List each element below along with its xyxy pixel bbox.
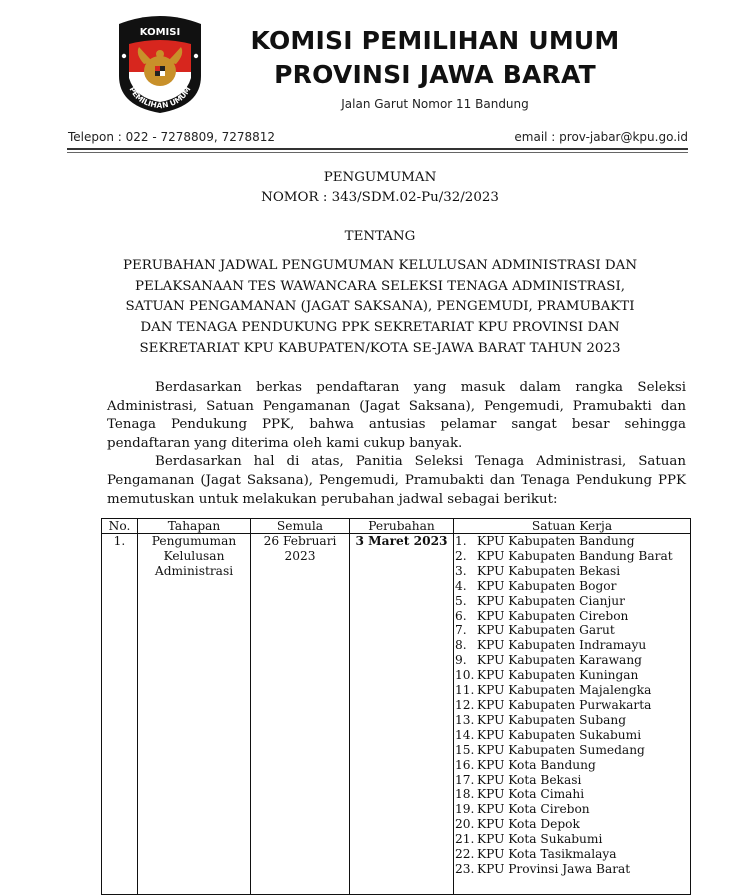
list-item-number: 4. bbox=[455, 578, 467, 593]
paragraph-line: pendaftaran yang diterima oleh kami cukup banyak. bbox=[107, 435, 463, 451]
telephone-info: Telepon : 022 - 7278809, 7278812 bbox=[68, 130, 276, 144]
list-item-name: KPU Kota Sukabumi bbox=[477, 832, 603, 847]
list-item bbox=[455, 668, 688, 683]
list-item-name: KPU Kabupaten Cianjur bbox=[477, 593, 625, 608]
header-satuan-kerja: Satuan Kerja bbox=[454, 519, 691, 534]
list-item bbox=[455, 638, 688, 653]
list-item-number: 15. bbox=[455, 742, 475, 757]
list-item-number: 5. bbox=[455, 593, 467, 608]
list-item-number: 18. bbox=[455, 787, 475, 802]
paragraph-line: Pengamanan (Jagat Saksana), Pengemudi, Pramubakti dan Tenaga Pendukung PPK bbox=[107, 472, 686, 488]
list-item-name: KPU Kota Bandung bbox=[477, 757, 596, 772]
list-item bbox=[455, 683, 688, 698]
list-item bbox=[455, 743, 688, 758]
list-item-name: KPU Kabupaten Sumedang bbox=[477, 742, 645, 757]
list-item bbox=[455, 847, 688, 862]
list-item bbox=[455, 758, 688, 773]
list-item-name: KPU Kabupaten Subang bbox=[477, 712, 627, 727]
list-item-number: 1. bbox=[455, 534, 467, 548]
header-tahapan: Tahapan bbox=[138, 519, 251, 534]
table-row bbox=[102, 534, 691, 895]
list-item bbox=[455, 787, 688, 802]
list-item bbox=[455, 594, 688, 609]
list-item-number: 9. bbox=[455, 653, 467, 668]
list-item-number: 16. bbox=[455, 757, 475, 772]
cell-tahapan: Pengumuman Kelulusan Administrasi bbox=[138, 534, 251, 895]
list-item-name: KPU Kabupaten Karawang bbox=[477, 653, 642, 668]
list-item bbox=[455, 817, 688, 832]
list-item bbox=[455, 534, 688, 549]
document-number: NOMOR : 343/SDM.02-Pu/32/2023 bbox=[261, 190, 499, 205]
paragraph-line: Tenaga Pendukung PPK, bahwa antusias pelamar sangat besar sehingga bbox=[107, 417, 686, 433]
list-item bbox=[455, 623, 688, 638]
list-item bbox=[455, 579, 688, 594]
list-item-name: KPU Kabupaten Cirebon bbox=[477, 608, 629, 623]
list-item bbox=[455, 728, 688, 743]
list-item-name: KPU Kabupaten Kuningan bbox=[477, 668, 639, 683]
list-item-number: 19. bbox=[455, 802, 475, 817]
list-item-name: KPU Kabupaten Garut bbox=[477, 623, 615, 638]
list-item-name: KPU Kabupaten Majalengka bbox=[477, 683, 652, 698]
cell-satuan-kerja bbox=[454, 534, 691, 895]
list-item-number: 23. bbox=[455, 861, 475, 876]
list-item-name: KPU Provinsi Jawa Barat bbox=[477, 861, 631, 876]
header-perubahan: Perubahan bbox=[350, 519, 454, 534]
institution-title: KOMISI PEMILIHAN UMUM bbox=[250, 26, 620, 55]
institution-subtitle: PROVINSI JAWA BARAT bbox=[274, 60, 596, 89]
list-item-name: KPU Kota Bekasi bbox=[477, 772, 582, 787]
svg-text:KOMISI: KOMISI bbox=[139, 27, 181, 38]
header-no: No. bbox=[102, 519, 138, 534]
satuan-kerja-list bbox=[455, 534, 688, 877]
subject-line: DAN TENAGA PENDUKUNG PPK SEKRETARIAT KPU PROVINSI DAN bbox=[140, 320, 620, 335]
paragraph-line: Berdasarkan hal di atas, Panitia Seleksi Tenaga Administrasi, Satuan bbox=[155, 454, 686, 470]
list-item bbox=[455, 773, 688, 788]
subject-line: SATUAN PENGAMANAN (JAGAT SAKSANA), PENGEMUDI, PRAMUBAKTI bbox=[125, 299, 635, 314]
list-item-number: 14. bbox=[455, 727, 475, 742]
letterhead-divider-thin bbox=[67, 152, 688, 153]
paragraph-line: memutuskan untuk melakukan perubahan jadwal sebagai berikut: bbox=[107, 491, 558, 507]
subject-line: PERUBAHAN JADWAL PENGUMUMAN KELULUSAN ADMINISTRASI DAN bbox=[122, 258, 638, 273]
table-header-row bbox=[102, 519, 691, 534]
email-info: email : prov-jabar@kpu.go.id bbox=[514, 130, 688, 144]
list-item bbox=[455, 698, 688, 713]
list-item-number: 20. bbox=[455, 817, 475, 832]
letterhead-divider bbox=[67, 148, 688, 150]
list-item-name: KPU Kota Tasikmalaya bbox=[477, 847, 617, 862]
list-item bbox=[455, 653, 688, 668]
list-item-number: 21. bbox=[455, 832, 475, 847]
list-item-name: KPU Kota Depok bbox=[477, 817, 580, 832]
list-item-number: 13. bbox=[455, 712, 475, 727]
list-item-number: 3. bbox=[455, 563, 467, 578]
list-item-name: KPU Kota Cirebon bbox=[477, 802, 590, 817]
list-item-number: 6. bbox=[455, 608, 467, 623]
list-item-name: KPU Kota Cimahi bbox=[477, 787, 585, 802]
header-semula: Semula bbox=[251, 519, 350, 534]
list-item-name: KPU Kabupaten Purwakarta bbox=[477, 697, 652, 712]
list-item-name: KPU Kabupaten Bekasi bbox=[477, 563, 621, 578]
list-item bbox=[455, 549, 688, 564]
list-item bbox=[455, 609, 688, 624]
list-item-name: KPU Kabupaten Bandung bbox=[477, 534, 635, 548]
schedule-table bbox=[101, 518, 691, 895]
list-item bbox=[455, 713, 688, 728]
kpu-logo bbox=[113, 14, 207, 114]
subject-line: PELAKSANAAN TES WAWANCARA SELEKSI TENAGA ADMINISTRASI, bbox=[134, 279, 626, 294]
list-item-name: KPU Kabupaten Bogor bbox=[477, 578, 617, 593]
list-item bbox=[455, 802, 688, 817]
list-item bbox=[455, 832, 688, 847]
list-item-name: KPU Kabupaten Indramayu bbox=[477, 638, 647, 653]
list-item-name: KPU Kabupaten Bandung Barat bbox=[477, 548, 673, 563]
list-item-number: 7. bbox=[455, 623, 467, 638]
list-item bbox=[455, 862, 688, 877]
document-type: PENGUMUMAN bbox=[323, 170, 437, 185]
list-item-number: 12. bbox=[455, 697, 475, 712]
list-item-name: KPU Kabupaten Sukabumi bbox=[477, 727, 642, 742]
cell-no: 1. bbox=[102, 534, 138, 895]
list-item-number: 2. bbox=[455, 548, 467, 563]
cell-perubahan: 3 Maret 2023 bbox=[350, 534, 454, 895]
list-item-number: 17. bbox=[455, 772, 475, 787]
subject-line: SEKRETARIAT KPU KABUPATEN/KOTA SE-JAWA BARAT TAHUN 2023 bbox=[139, 341, 621, 356]
list-item-number: 10. bbox=[455, 668, 475, 683]
svg-text:PEMILIHAN UMUM: PEMILIHAN UMUM bbox=[127, 85, 193, 111]
paragraph-1 bbox=[107, 379, 686, 509]
institution-address: Jalan Garut Nomor 11 Bandung bbox=[341, 97, 529, 111]
paragraph-line: Administrasi, Satuan Pengamanan (Jagat Saksana), Pengemudi, Pramubakti dan bbox=[107, 398, 686, 414]
list-item-number: 22. bbox=[455, 847, 475, 862]
list-item bbox=[455, 564, 688, 579]
list-item-number: 11. bbox=[455, 683, 475, 698]
paragraph-line: Berdasarkan berkas pendaftaran yang masuk dalam rangka Seleksi bbox=[155, 380, 686, 395]
about-label: TENTANG bbox=[344, 229, 416, 244]
list-item-number: 8. bbox=[455, 638, 467, 653]
cell-semula: 26 Februari 2023 bbox=[251, 534, 350, 895]
